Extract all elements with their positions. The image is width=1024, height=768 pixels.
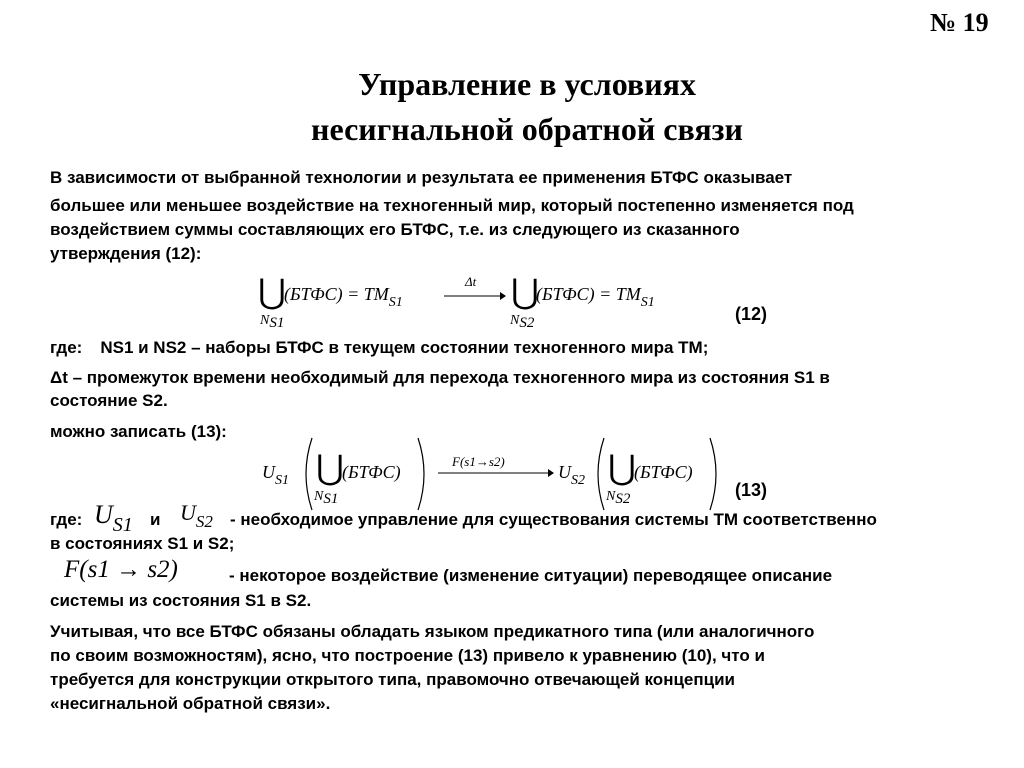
f13-union-2: ⋃ (608, 450, 636, 487)
formula12-rhs: (БТФС) = $ТМ_{S1}$ (536, 284, 655, 310)
f13-u2: $U_{S2}$ (558, 462, 585, 488)
formula12-arrow (444, 289, 506, 303)
title-line-2: несигнальной обратной связи (311, 111, 743, 147)
f13-inner-2: (БТФС) (634, 462, 693, 482)
f13-arrow (438, 466, 554, 480)
delta-line-1: Δt – промежуток времени необходимый для перехода техногенного мира из состояния S1 в (50, 368, 830, 387)
f13-n2: NS2 (606, 489, 631, 507)
f13-n1: NS1 (314, 489, 339, 507)
f-def-formula: F(s1 → s2) (64, 556, 178, 583)
page-title (0, 62, 1024, 152)
formula-12-label: (12) (735, 304, 768, 324)
f-def-text-line-2: системы из состояния S1 в S2. (50, 591, 312, 610)
f13-u1: $U_{S1}$ (262, 462, 289, 488)
intro-line-2: большее или меньшее воздействие на техногенный мир, который постепенно изменяется под (50, 196, 854, 215)
f13-union-1: ⋃ (316, 450, 344, 487)
formula12-arrow-label: Δt (465, 274, 477, 289)
union-symbol-1: ⋃ (258, 274, 286, 311)
delta-line-2: состояние S2. (50, 391, 168, 410)
where-2-prefix: где: (50, 510, 83, 529)
can-write: можно записать (13): (50, 422, 227, 441)
conclusion-line-1: Учитывая, что все БТФС обязаны обладать языком предикатного типа (или аналогичного (50, 622, 815, 641)
where-2-text-line-2: в состояниях S1 и S2; (50, 534, 235, 553)
where-2 (50, 500, 1010, 560)
conclusion-line-3: требуется для конструкции открытого типа, правомочно отвечающей концепции (50, 670, 735, 689)
union-2-subscript: NS2 (510, 313, 535, 331)
intro-line-4: утверждения (12): (50, 244, 202, 263)
formula-13-label: (13) (735, 480, 768, 500)
f13-inner-1: (БТФС) (342, 462, 401, 482)
union-1-subscript: NS1 (260, 313, 285, 331)
where-1: где: NS1 и NS2 – наборы БТФС в текущем состоянии техногенного мира ТМ; (50, 338, 709, 357)
title-line-1: Управление в условиях (358, 66, 696, 102)
where-2-text-line-1: - необходимое управление для существования системы ТМ соответственно (230, 510, 877, 529)
where-2-u1: $U_{S1}$ (94, 500, 133, 536)
intro-line-1: В зависимости от выбранной технологии и результата ее применения БТФС оказывает (50, 168, 793, 187)
f-def-text-line-1: - некоторое воздействие (изменение ситуации) переводящее описание (229, 566, 833, 585)
formula12-lhs: (БТФС) = $ТМ_{S1}$ (284, 284, 403, 310)
where-2-u2: $U_{S2}$ (180, 500, 213, 531)
conclusion-line-2: по своим возможностям), ясно, что построение (13) привело к уравнению (10), что и (50, 646, 765, 665)
where-2-and: и (150, 510, 161, 529)
intro-line-3: воздействием суммы составляющих его БТФС, т.е. из следующего из сказанного (50, 220, 740, 239)
f13-arrow-label: F(s1→s2) (452, 454, 505, 469)
conclusion-line-4: «несигнальной обратной связи». (50, 694, 331, 713)
union-symbol-2: ⋃ (511, 274, 539, 311)
slide-number: № 19 (930, 8, 989, 37)
formula-12 (258, 274, 718, 334)
